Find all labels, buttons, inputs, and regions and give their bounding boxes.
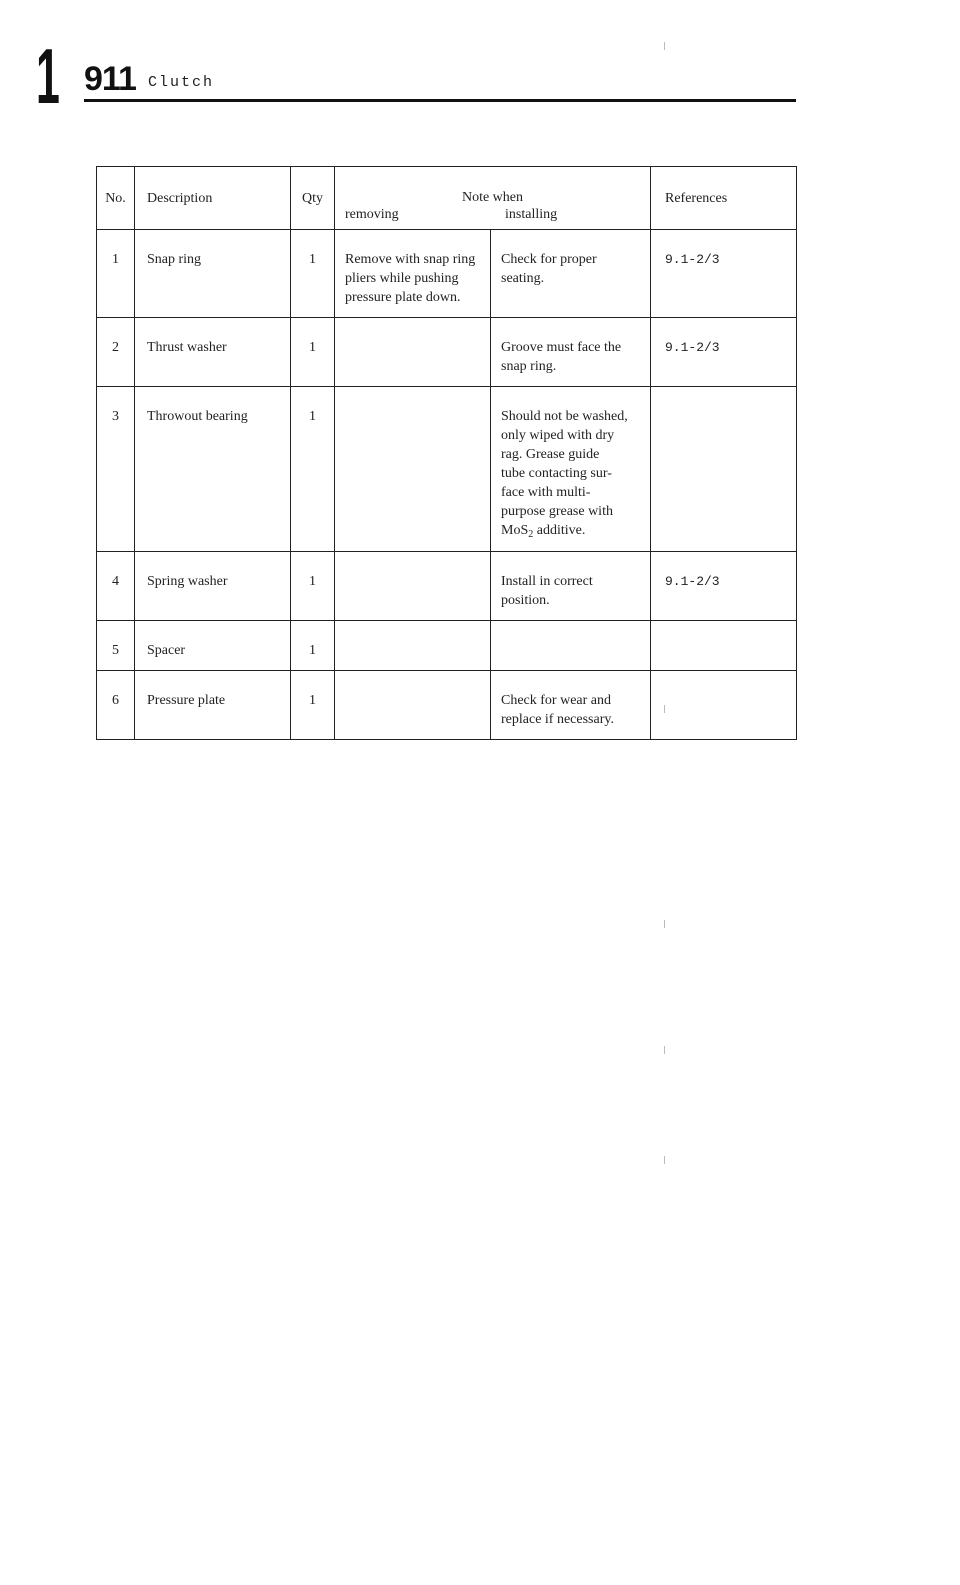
cell-line: Groove must face the: [501, 340, 622, 355]
scan-mark: [664, 1156, 665, 1164]
scan-mark: [664, 1046, 665, 1054]
parts-table: [96, 166, 797, 740]
cell-line: [501, 521, 644, 541]
table-row: [97, 552, 797, 621]
cell-description: Throwout bearing: [135, 387, 291, 552]
header-removing: removing: [345, 207, 399, 222]
cell-removing: [335, 230, 491, 318]
table-row: [97, 230, 797, 318]
table-header-row: [97, 167, 797, 230]
cell-no: 5: [97, 621, 135, 671]
header-qty: Qty: [291, 167, 335, 230]
cell-line: Remove with snap ring: [345, 252, 476, 267]
cell-removing: [335, 552, 491, 621]
table-row: [97, 621, 797, 671]
cell-removing: [335, 671, 491, 740]
header-installing: installing: [505, 207, 558, 222]
table-row: [97, 387, 797, 552]
cell-references: [651, 621, 797, 671]
cell-no: 3: [97, 387, 135, 552]
cell-references: 9.1-2/3: [651, 552, 797, 621]
cell-references: 9.1-2/3: [651, 318, 797, 387]
cell-line: tube contacting sur-: [501, 466, 612, 481]
cell-line: position.: [501, 593, 550, 608]
cell-line: Install in correct: [501, 574, 593, 589]
cell-description: Spacer: [135, 621, 291, 671]
cell-qty: 1: [291, 230, 335, 318]
header-rule: [84, 99, 796, 102]
formula-text: MoS: [501, 523, 529, 538]
formula-text: additive.: [533, 523, 586, 538]
cell-no: 1: [97, 230, 135, 318]
cell-description: Thrust washer: [135, 318, 291, 387]
cell-line: Check for proper: [501, 252, 597, 267]
cell-qty: 1: [291, 318, 335, 387]
cell-line: replace if necessary.: [501, 712, 614, 727]
table-row: [97, 318, 797, 387]
cell-line: face with multi-: [501, 485, 591, 500]
cell-references: [651, 671, 797, 740]
cell-description: Spring washer: [135, 552, 291, 621]
table-row: [97, 671, 797, 740]
cell-line: rag. Grease guide: [501, 447, 600, 462]
cell-removing: [335, 621, 491, 671]
cell-no: 4: [97, 552, 135, 621]
cell-description: Snap ring: [135, 230, 291, 318]
header-note-when: [335, 167, 651, 230]
cell-line: pliers while pushing: [345, 271, 459, 286]
cell-references: 9.1-2/3: [651, 230, 797, 318]
cell-line: Should not be washed,: [501, 409, 628, 424]
header-note-when-label: Note when: [461, 190, 524, 205]
header-description: Description: [135, 167, 291, 230]
cell-line: purpose grease with: [501, 504, 613, 519]
cell-description: Pressure plate: [135, 671, 291, 740]
cell-removing: [335, 387, 491, 552]
cell-installing: [491, 671, 651, 740]
scan-mark: [664, 920, 665, 928]
cell-references: [651, 387, 797, 552]
cell-installing: [491, 230, 651, 318]
section-number: 1: [36, 32, 60, 120]
cell-qty: 1: [291, 552, 335, 621]
cell-line: only wiped with dry: [501, 428, 615, 443]
cell-installing: [491, 552, 651, 621]
header-no: No.: [97, 167, 135, 230]
cell-line: seating.: [501, 271, 545, 286]
header-references: References: [651, 167, 797, 230]
cell-line: pressure plate down.: [345, 290, 461, 305]
chapter-title: Clutch: [148, 74, 215, 91]
cell-line: Check for wear and: [501, 693, 612, 708]
cell-qty: 1: [291, 671, 335, 740]
cell-no: 6: [97, 671, 135, 740]
formula-subscript: 2: [528, 529, 534, 540]
cell-installing: [491, 387, 651, 552]
cell-no: 2: [97, 318, 135, 387]
cell-installing: [491, 318, 651, 387]
scan-mark: [664, 705, 665, 713]
model-title: 911: [84, 60, 136, 98]
cell-installing: [491, 621, 651, 671]
scan-mark: [664, 42, 665, 50]
cell-qty: 1: [291, 621, 335, 671]
cell-qty: 1: [291, 387, 335, 552]
cell-line: snap ring.: [501, 359, 557, 374]
cell-removing: [335, 318, 491, 387]
